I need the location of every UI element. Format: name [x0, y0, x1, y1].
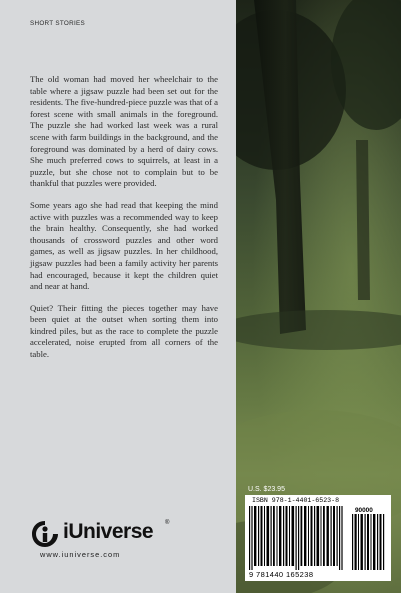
story-paragraph: Some years ago she had read that keeping the mind active with puzzles was a recommended way to keep the brain healthy. Consequently, she had worked thousands of crossword puzzles and other word games, as well as jigsaw puzzles. In her childhood, jigsaw puzzles had been a family activity her parents had encouraged, because it kept the children quiet and near at hand.	[30, 199, 218, 292]
barcode-icon	[247, 506, 389, 570]
iuniverse-mark-icon	[30, 519, 60, 549]
publisher-website: www.iuniverse.com	[40, 550, 121, 559]
story-excerpt	[30, 74, 218, 371]
barcode-number: 9 781440 165238	[249, 570, 314, 579]
isbn-text: ISBN 978-1-4401-6523-8	[252, 497, 340, 504]
story-paragraph: The old woman had moved her wheelchair to the table where a jigsaw puzzle had been set out for the residents. The five-hundred-piece puzzle was that of a forest scene with small animals in the foreground. The puzzle she had worked last week was a rural scene with farm buildings in the background, and the foreground was dominated by a herd of dairy cows. She much preferred cows to squirrels, at least in a puzzle, but she chose not to complain but to be thankful that puzzles were provided.	[30, 74, 218, 189]
barcode-addon: 90000	[355, 507, 373, 514]
story-paragraph: Quiet? Their fitting the pieces together may have been quiet at the outset when sorting them into kindred piles, but as the race to complete the puzzle accelerated, noise erupted from all corners of the table.	[30, 302, 218, 360]
registered-mark: ®	[165, 520, 170, 526]
price-label: U.S. $23.95	[248, 486, 285, 493]
publisher-logo	[30, 518, 180, 552]
barcode-block	[245, 495, 391, 581]
category-label: SHORT STORIES	[30, 20, 85, 27]
publisher-name: iUniverse	[63, 520, 154, 543]
